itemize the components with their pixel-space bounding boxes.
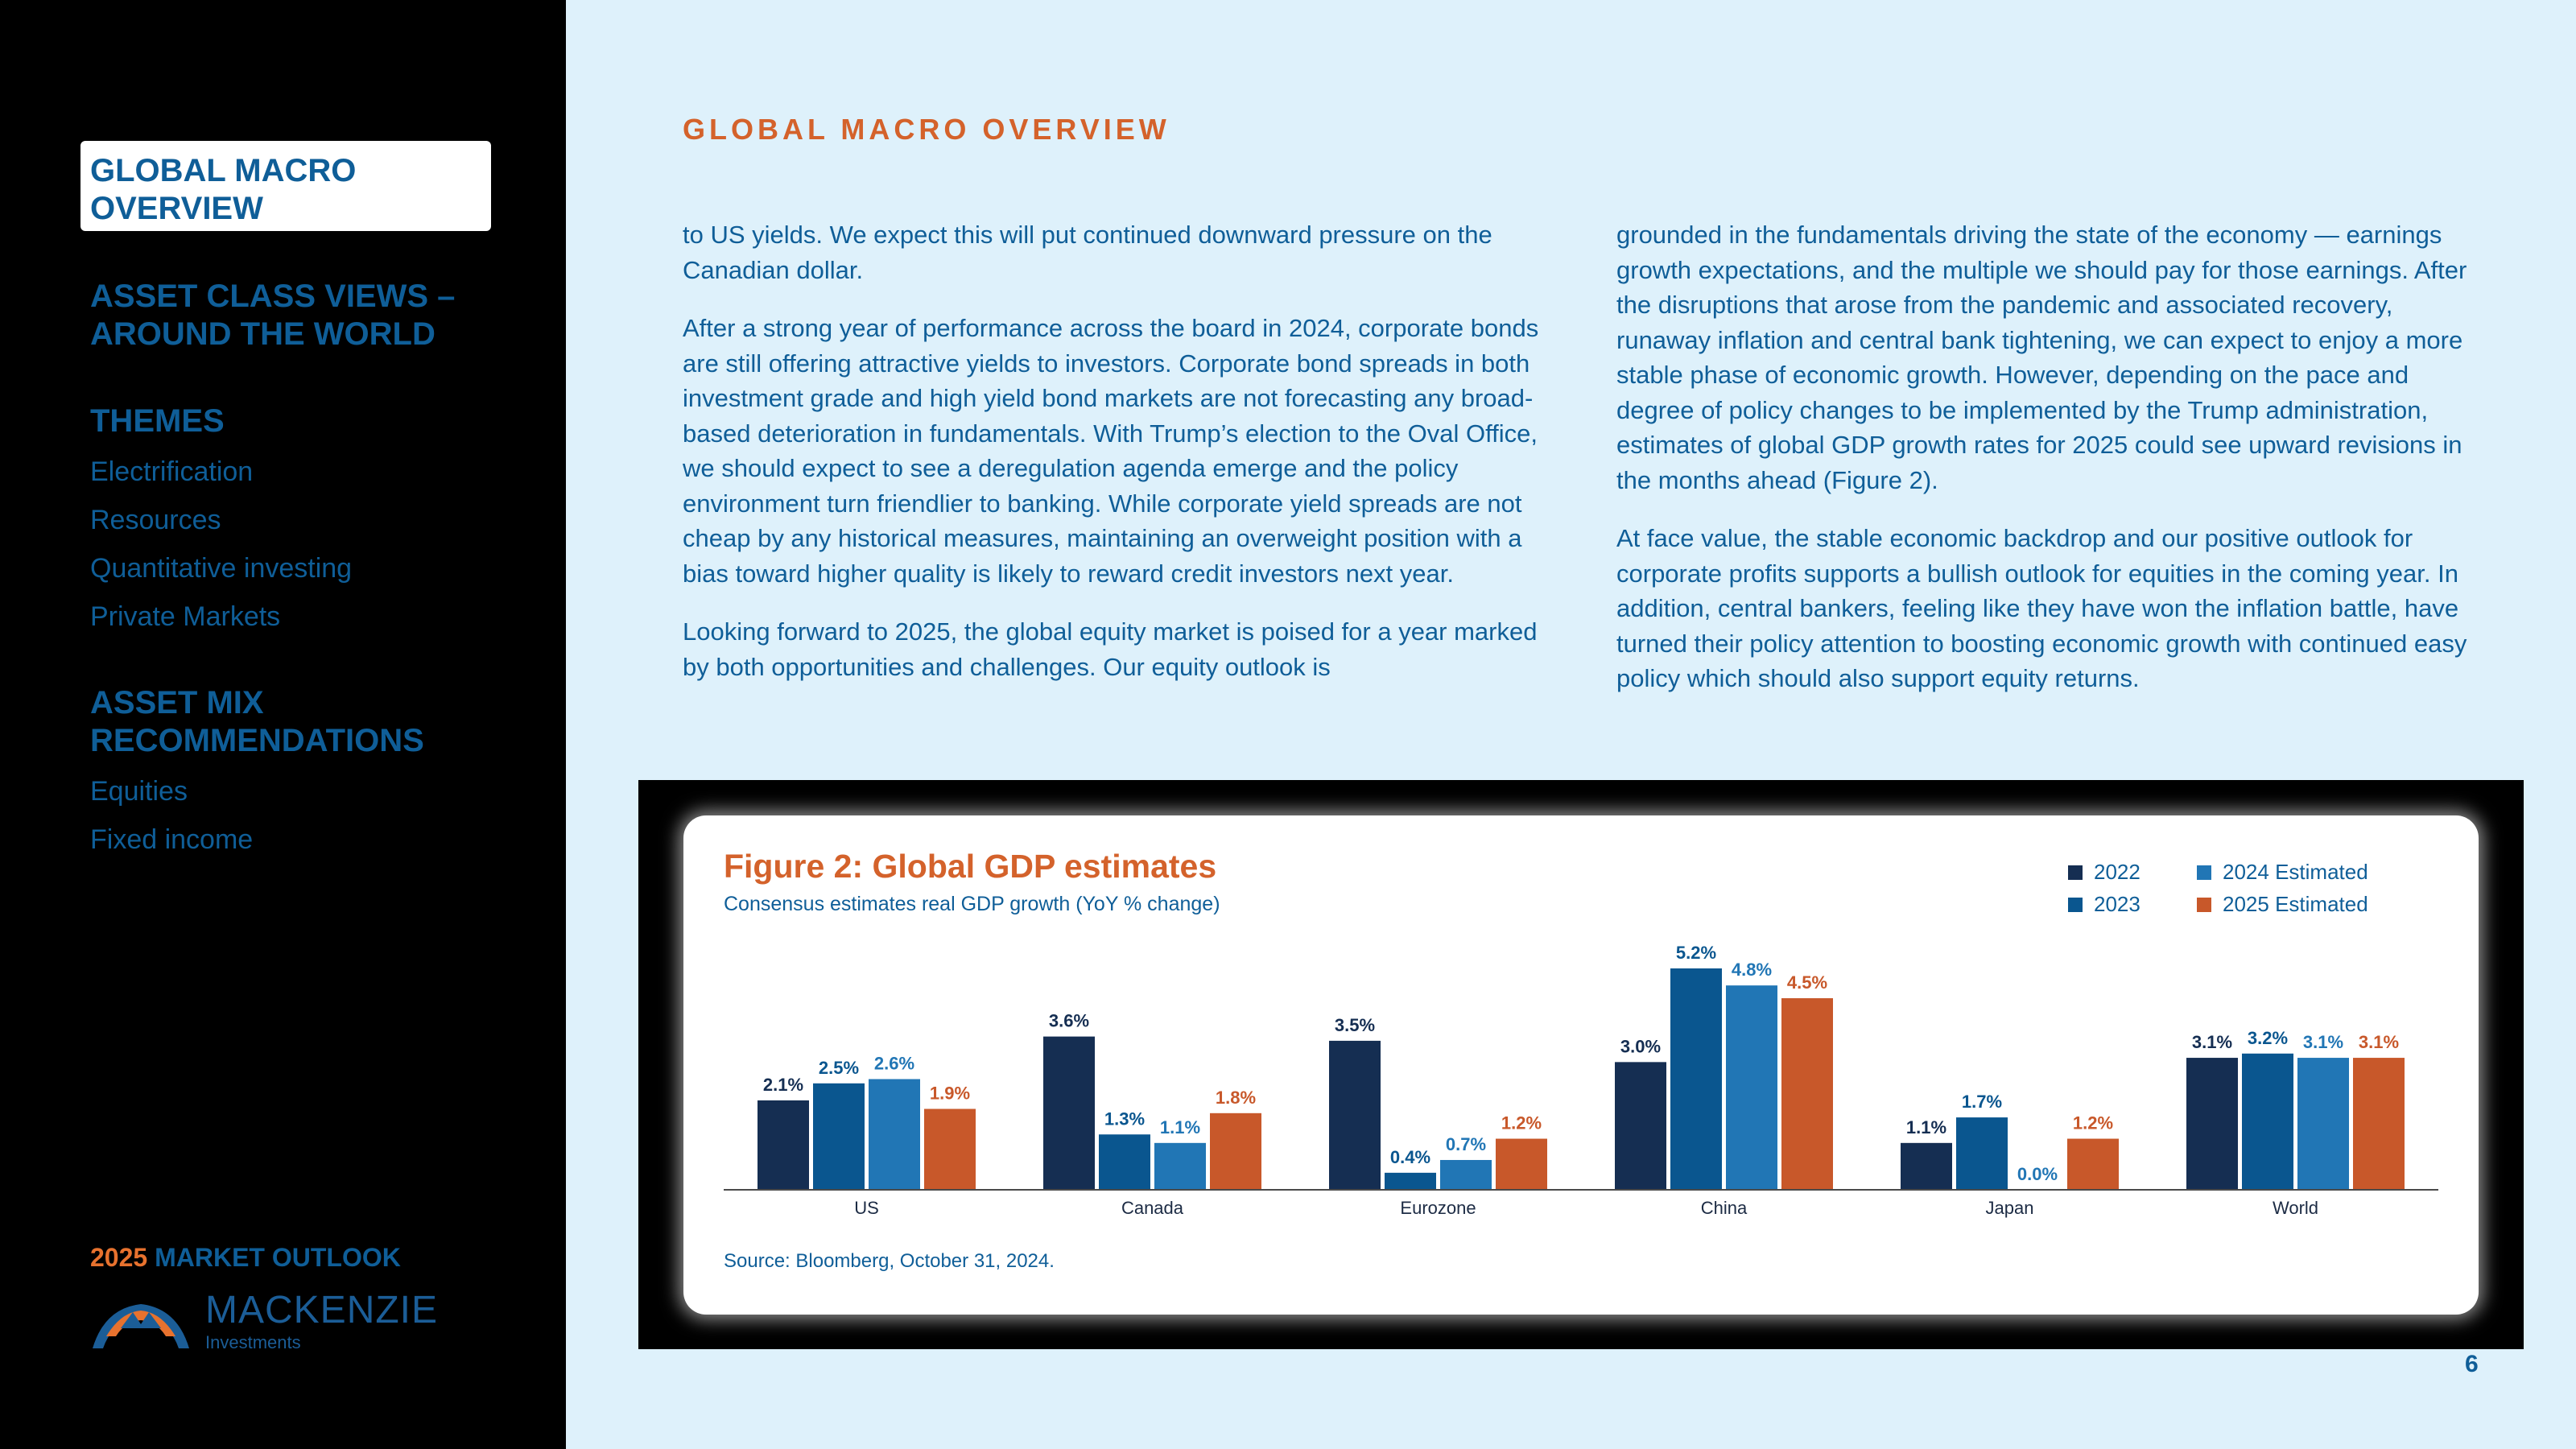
bar-china-2022 <box>1615 1062 1666 1190</box>
legend-item-2025-estimated <box>2197 892 2368 916</box>
nav-item-label: ASSET MIX <box>90 685 264 720</box>
bar-japan-2025 <box>2067 1139 2119 1190</box>
bar-us-2025 <box>924 1109 976 1190</box>
paragraph: At face value, the stable economic backdrop and our positive outlook for corporate profits supports a bullish outlook for equities in the coming year. In addition, central bankers, feeling like they have won the inflation battle, have turned their policy attention to boosting economic growth with continued easy policy which should also support equity returns. <box>1616 524 2467 692</box>
legend-label: 2023 <box>2094 892 2140 916</box>
mackenzie-logo <box>89 1288 439 1360</box>
section-title: GLOBAL MACRO OVERVIEW <box>683 113 1170 146</box>
bar-world-2025 <box>2353 1058 2405 1190</box>
nav-subitem-electrification[interactable]: Electrification <box>90 456 254 487</box>
bar-canada-2022 <box>1043 1037 1095 1190</box>
figure-source: Source: Bloomberg, October 31, 2024. <box>724 1250 1055 1272</box>
x-tick-label: US <box>854 1198 879 1218</box>
legend-label: 2025 Estimated <box>2223 892 2368 916</box>
market-outlook-label <box>90 1243 401 1273</box>
legend-swatch <box>2197 898 2211 912</box>
nav-subitem-private-markets[interactable]: Private Markets <box>90 601 281 632</box>
body-column-left <box>683 217 1552 708</box>
bar-us-2022 <box>758 1100 809 1190</box>
legend-label: 2024 Estimated <box>2223 860 2368 884</box>
data-label: 1.1% <box>1905 1117 1947 1137</box>
data-label: 3.1% <box>2358 1032 2400 1053</box>
bar-eurozone-2023 <box>1385 1173 1436 1190</box>
nav-item-label: THEMES <box>90 403 225 439</box>
nav-item-label: OVERVIEW <box>90 191 263 226</box>
data-label: 1.1% <box>1159 1117 1201 1137</box>
sidebar <box>0 0 566 1449</box>
nav-subitem-fixed-income[interactable]: Fixed income <box>90 824 254 855</box>
nav-item-global-macro-overview[interactable] <box>80 141 491 231</box>
data-label: 4.5% <box>1786 972 1828 993</box>
nav-item-label: AROUND THE WORLD <box>90 316 436 352</box>
data-label: 4.8% <box>1731 960 1773 980</box>
data-label: 3.5% <box>1334 1014 1376 1035</box>
bar-world-2024 <box>2297 1058 2349 1190</box>
figure-subtitle: Consensus estimates real GDP growth (YoY % change) <box>724 893 1220 915</box>
bar-japan-2023 <box>1956 1117 2008 1190</box>
bar-china-2024 <box>1726 985 1777 1190</box>
data-label: 0.4% <box>1389 1146 1431 1167</box>
nav-item-label: RECOMMENDATIONS <box>90 723 424 758</box>
nav-item-label: ASSET CLASS VIEWS – <box>90 279 456 314</box>
data-label: 0.7% <box>1445 1133 1487 1154</box>
body-column-right <box>1616 217 2486 720</box>
data-label: 0.0% <box>2017 1164 2058 1184</box>
data-label: 1.7% <box>1961 1092 2003 1113</box>
chart-legend <box>2068 860 2438 924</box>
legend-label: 2022 <box>2094 860 2140 884</box>
page-number: 6 <box>2465 1351 2479 1377</box>
data-label: 3.2% <box>2247 1027 2289 1048</box>
bar-japan-2022 <box>1901 1143 1952 1190</box>
data-label: 1.8% <box>1215 1087 1257 1108</box>
bar-china-2023 <box>1670 968 1722 1190</box>
outlook-text: MARKET OUTLOOK <box>155 1243 401 1272</box>
bar-us-2024 <box>869 1080 920 1191</box>
figure-title: Figure 2: Global GDP estimates <box>724 848 1217 885</box>
x-tick-label: Canada <box>1121 1198 1184 1218</box>
legend-item-2022 <box>2068 860 2140 884</box>
data-label: 2.5% <box>818 1057 860 1078</box>
bar-eurozone-2025 <box>1496 1139 1547 1190</box>
paragraph: After a strong year of performance across the board in 2024, corporate bonds are still offering attractive yields to investors. Corporate bond spreads in both investment grade and high yield bond markets are not forecasting any broad-based deterioration in fundamentals. With Trump’s election to the Oval Office, we should expect to see a deregulation agenda emerge and the policy environment turn friendlier to banking. While corporate yield spreads are not cheap by any historical measures, maintaining an overweight position with a bias toward higher quality is likely to reward credit investors next year. <box>683 314 1539 588</box>
paragraph: Looking forward to 2025, the global equity market is poised for a year marked by both opportunities and challenges. Our equity outlook is <box>683 617 1538 681</box>
legend-item-2024-estimated <box>2197 860 2368 884</box>
data-label: 1.2% <box>2072 1113 2114 1133</box>
bar-us-2023 <box>813 1084 865 1190</box>
data-label: 1.2% <box>1501 1113 1542 1133</box>
legend-swatch <box>2197 865 2211 880</box>
data-label: 2.1% <box>762 1074 804 1095</box>
legend-swatch <box>2068 865 2083 880</box>
mackenzie-logo-icon <box>89 1288 193 1360</box>
bar-eurozone-2024 <box>1440 1160 1492 1190</box>
nav-item-themes[interactable] <box>90 402 225 440</box>
logo-subtext: Investments <box>205 1332 301 1352</box>
bar-eurozone-2022 <box>1329 1041 1381 1190</box>
bar-world-2022 <box>2186 1058 2238 1190</box>
bar-world-2023 <box>2242 1054 2293 1190</box>
bar-canada-2023 <box>1099 1134 1150 1190</box>
data-label: 3.6% <box>1048 1010 1090 1031</box>
nav-item-asset-mix[interactable] <box>90 684 424 760</box>
legend-swatch <box>2068 898 2083 912</box>
outlook-year: 2025 <box>90 1243 148 1272</box>
data-label: 3.1% <box>2191 1032 2233 1053</box>
nav-item-asset-class-views[interactable] <box>90 278 455 353</box>
figure-card <box>683 815 2479 1315</box>
bar-canada-2025 <box>1210 1113 1261 1190</box>
nav-subitem-quantitative-investing[interactable]: Quantitative investing <box>90 553 353 584</box>
data-label: 3.1% <box>2302 1032 2344 1053</box>
data-label: 5.2% <box>1675 943 1717 963</box>
paragraph: grounded in the fundamentals driving the state of the economy — earnings growth expectations, and the multiple we should pay for those earnings. After the disruptions that arose from the pandemic and associated recovery, runaway inflation and central bank tightening, we can expect to enjoy a more stable phase of economic growth. However, depending on the pace and degree of policy changes to be implemented by the Trump administration, estimates of global GDP growth rates for 2025 could see upward revisions in the months ahead (Figure 2). <box>1616 221 2467 494</box>
x-tick-label: Eurozone <box>1400 1198 1476 1218</box>
x-tick-label: China <box>1700 1198 1748 1218</box>
data-label: 2.6% <box>873 1053 915 1074</box>
legend-item-2023 <box>2068 892 2140 916</box>
data-label: 3.0% <box>1620 1036 1662 1057</box>
nav-subitem-resources[interactable]: Resources <box>90 505 221 535</box>
x-tick-label: Japan <box>1985 1198 2034 1218</box>
x-tick-label: World <box>2272 1198 2319 1218</box>
data-label: 1.9% <box>929 1083 971 1104</box>
figure-frame <box>638 780 2524 1349</box>
bar-canada-2024 <box>1154 1143 1206 1190</box>
data-label: 1.3% <box>1104 1108 1146 1129</box>
nav-item-label: GLOBAL MACRO <box>90 153 357 188</box>
logo-wordmark: MACKENZIE <box>205 1289 439 1331</box>
nav-subitem-equities[interactable]: Equities <box>90 776 188 807</box>
paragraph: to US yields. We expect this will put continued downward pressure on the Canadian dollar. <box>683 221 1492 284</box>
bar-china-2025 <box>1781 998 1833 1190</box>
